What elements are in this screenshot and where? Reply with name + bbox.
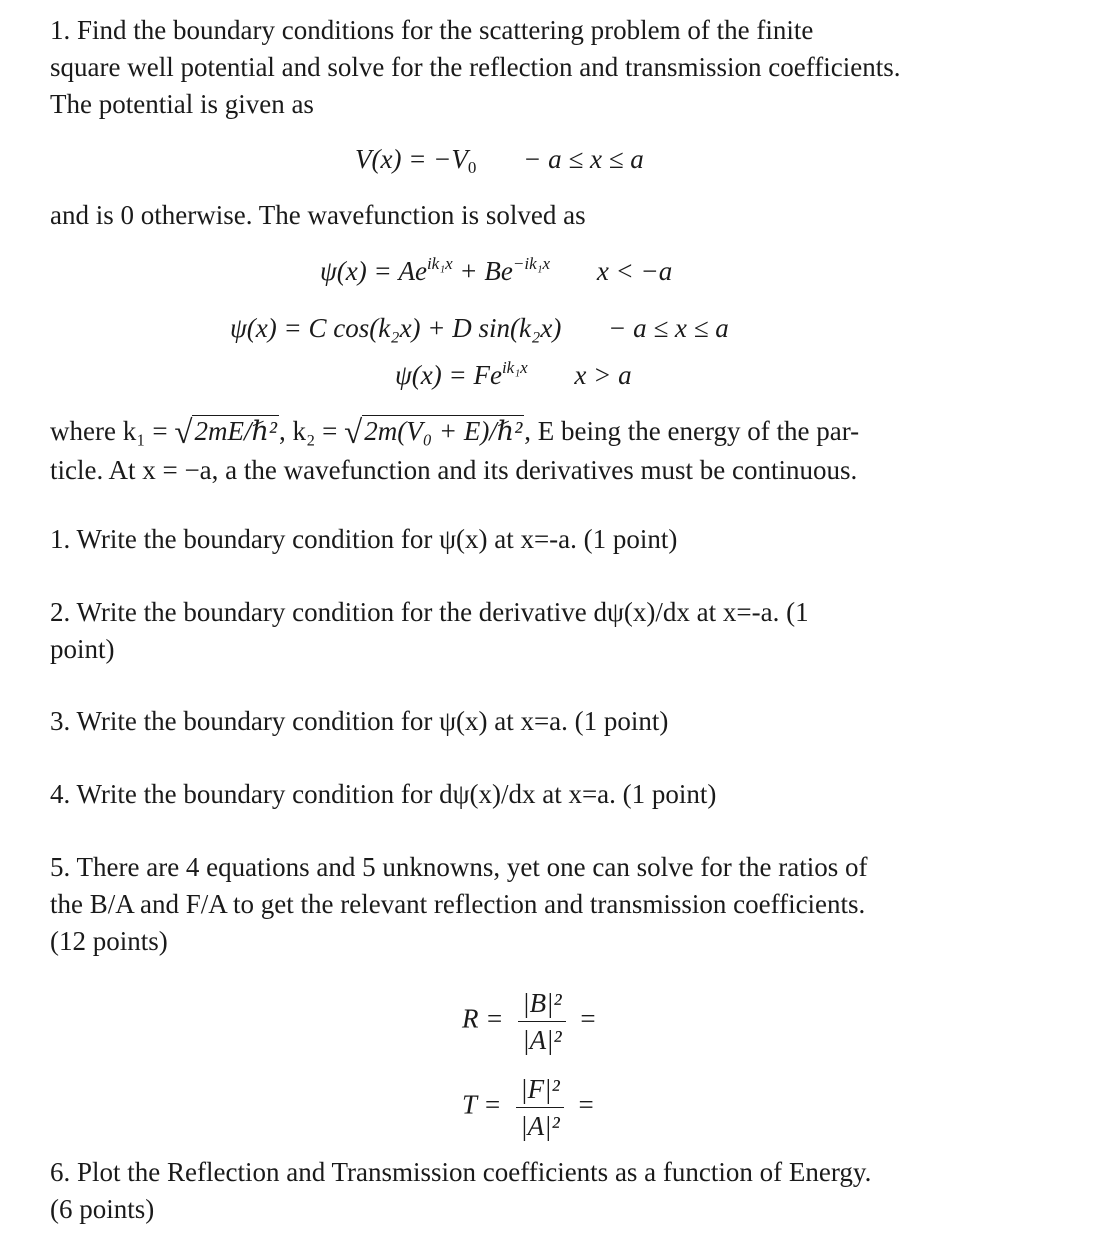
where-suffix: , E being the energy of the par- bbox=[524, 416, 860, 446]
transmission-formula bbox=[462, 1071, 594, 1144]
k2-sqrt: √2m(V₀ + E)/ℏ² bbox=[344, 415, 523, 451]
where-line-2: ticle. At x = −a, a the wavefunction and its derivatives must be continuous. bbox=[50, 455, 858, 485]
reflection-lhs: R = bbox=[462, 1003, 504, 1034]
transmission-fraction bbox=[516, 1071, 563, 1144]
k1-radicand: 2mE/ℏ² bbox=[194, 416, 277, 446]
wf3-sup1: ik₁x bbox=[501, 358, 528, 377]
intro-line-1: 1. Find the boundary conditions for the scattering problem of the finite bbox=[50, 15, 814, 45]
question-5-line-3: (12 points) bbox=[50, 926, 168, 956]
potential-lhs: V(x) = −V bbox=[355, 144, 468, 174]
question-3-line-1: 3. Write the boundary condition for ψ(x) at x=a. (1 point) bbox=[50, 706, 669, 736]
question-6-line-2: (6 points) bbox=[50, 1194, 155, 1224]
transmission-rhs: = bbox=[578, 1089, 594, 1120]
wf2-text: ψ(x) = C cos(k₂x) + D sin(k₂x) bbox=[230, 313, 562, 343]
question-2-line-1: 2. Write the boundary condition for the derivative dψ(x)/dx at x=-a. (1 bbox=[50, 597, 809, 627]
reflection-rhs: = bbox=[580, 1003, 596, 1034]
wf1-text: ψ(x) = Ae bbox=[320, 256, 427, 286]
transmission-lhs: T = bbox=[462, 1089, 502, 1120]
question-1-line-1: 1. Write the boundary condition for ψ(x) at x=-a. (1 point) bbox=[50, 524, 678, 554]
wf1-sup2: −ik₁x bbox=[512, 254, 551, 273]
question-6-line-1: 6. Plot the Reflection and Transmission coefficients as a function of Energy. bbox=[50, 1157, 872, 1187]
reflection-denominator: |A|² bbox=[522, 1025, 562, 1055]
k2-prefix: , k₂ = bbox=[278, 416, 345, 446]
intro-paragraph bbox=[50, 12, 1028, 123]
question-5-line-2: the B/A and F/A to get the relevant reflection and transmission coefficients. bbox=[50, 889, 866, 919]
where-paragraph bbox=[50, 413, 1028, 489]
question-2-line-2: point) bbox=[50, 634, 115, 664]
question-4 bbox=[50, 776, 1028, 813]
k2-radicand: 2m(V₀ + E)/ℏ² bbox=[364, 416, 523, 446]
k1-sqrt: √2mE/ℏ² bbox=[174, 415, 277, 451]
question-6 bbox=[50, 1154, 1028, 1228]
transmission-denominator: |A|² bbox=[520, 1111, 560, 1141]
reflection-numerator: |B|² bbox=[518, 985, 565, 1022]
question-2 bbox=[50, 594, 1028, 668]
question-4-line-1: 4. Write the boundary condition for dψ(x)/dx at x=a. (1 point) bbox=[50, 779, 717, 809]
wf1-sup1: ik₁x bbox=[426, 254, 453, 273]
wavefunction-region-2 bbox=[230, 310, 729, 347]
where-line-1 bbox=[50, 413, 1028, 452]
intro-line-3: The potential is given as bbox=[50, 89, 314, 119]
question-5 bbox=[50, 849, 1028, 960]
wf1-condition: x < −a bbox=[596, 256, 673, 286]
wf2-condition: − a ≤ x ≤ a bbox=[608, 313, 729, 343]
wf3-text: ψ(x) = Fe bbox=[395, 360, 502, 390]
reflection-formula bbox=[462, 985, 596, 1058]
potential-equation bbox=[355, 141, 644, 178]
wf1-mid: + Be bbox=[452, 256, 513, 286]
transmission-numerator: |F|² bbox=[516, 1071, 563, 1108]
potential-lhs-sub: 0 bbox=[467, 158, 477, 177]
otherwise-paragraph bbox=[50, 197, 1028, 234]
wavefunction-region-3 bbox=[395, 357, 632, 394]
intro-line-2: square well potential and solve for the reflection and transmission coefficients. bbox=[50, 52, 901, 82]
potential-condition: − a ≤ x ≤ a bbox=[523, 144, 644, 174]
reflection-fraction bbox=[518, 985, 565, 1058]
where-prefix: where k₁ = bbox=[50, 416, 175, 446]
otherwise-text: and is 0 otherwise. The wavefunction is solved as bbox=[50, 200, 586, 230]
question-5-line-1: 5. There are 4 equations and 5 unknowns, yet one can solve for the ratios of bbox=[50, 852, 868, 882]
wavefunction-region-1 bbox=[320, 253, 672, 290]
question-1 bbox=[50, 521, 1028, 558]
wf3-condition: x > a bbox=[574, 360, 632, 390]
question-3 bbox=[50, 703, 1028, 740]
